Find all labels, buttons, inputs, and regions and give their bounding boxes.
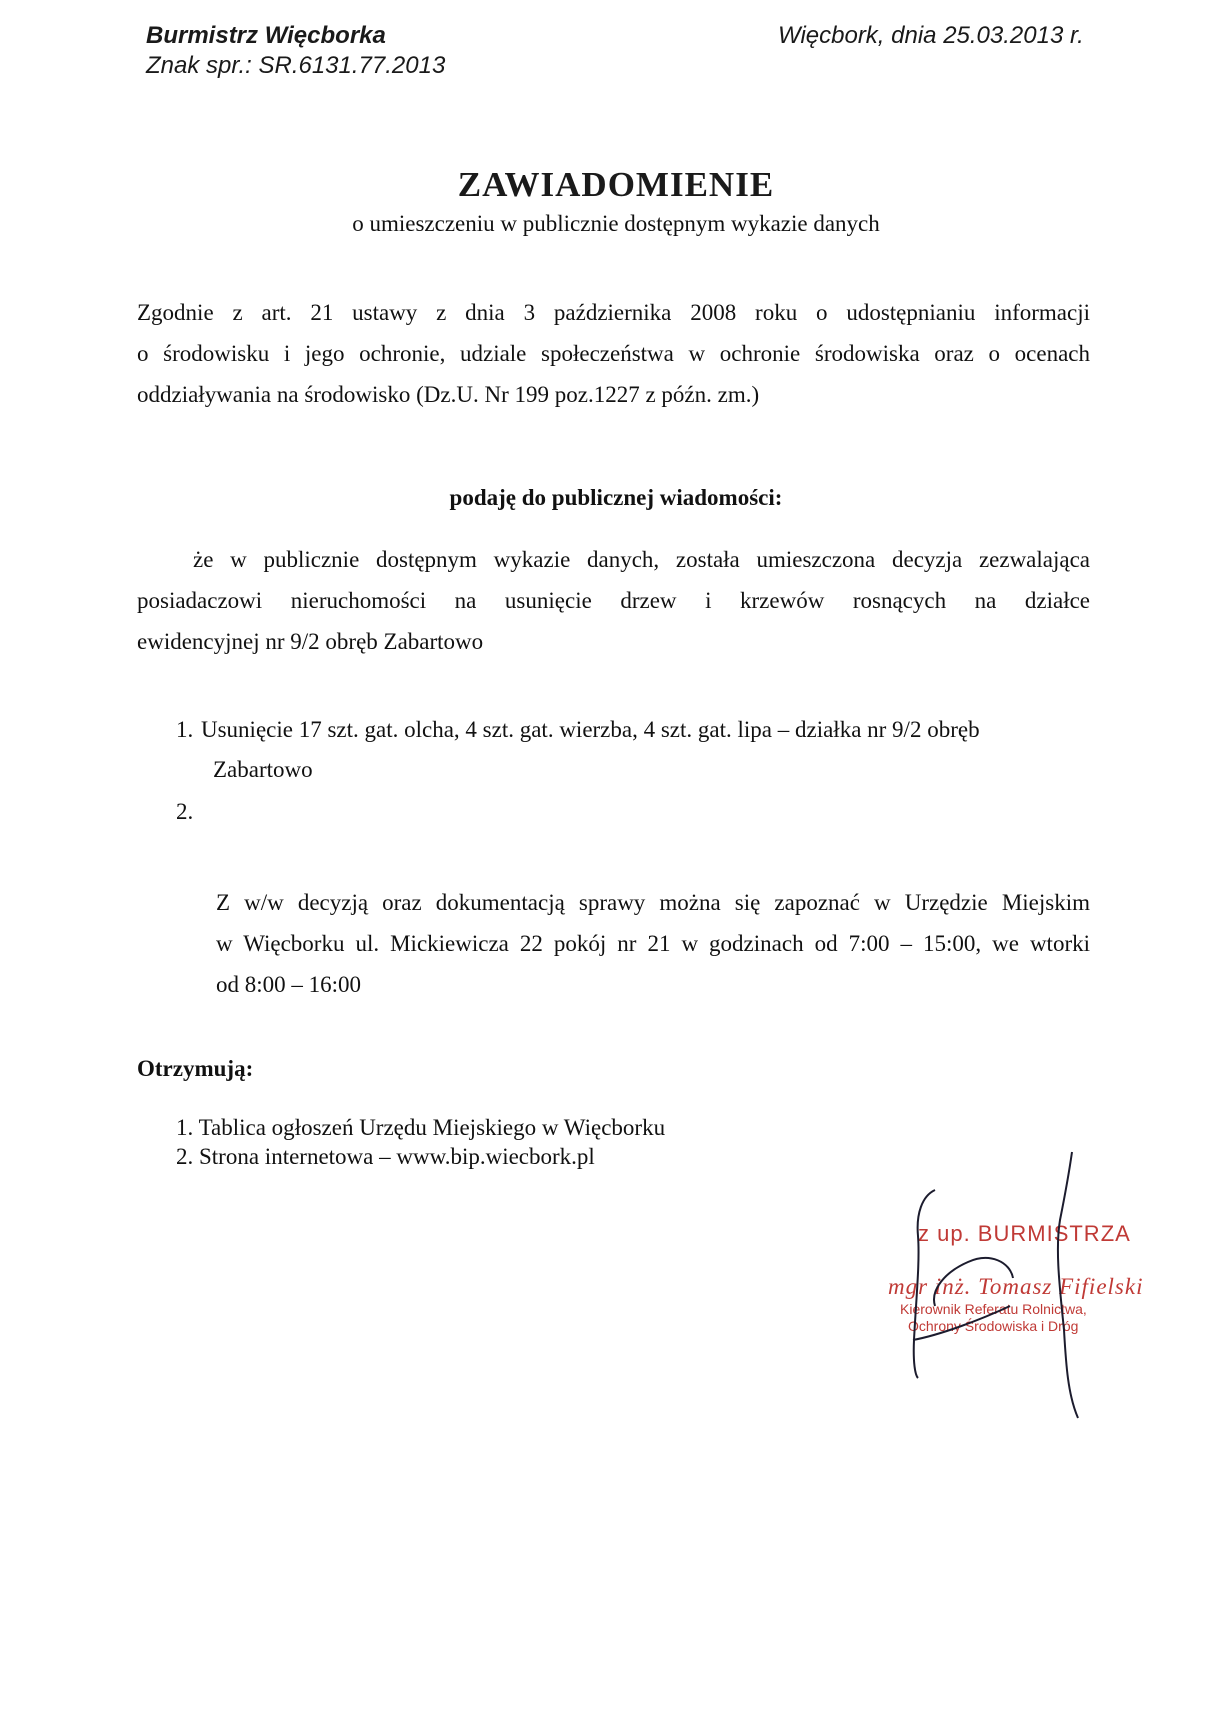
stamp-role: z up. BURMISTRZA bbox=[918, 1221, 1131, 1246]
intro-line: oddziaływania na środowisko (Dz.U. Nr 199 poz.1227 z późn. zm.) bbox=[137, 382, 760, 407]
info-line: w Więcborku ul. Mickiewicza 22 pokój nr 21 w godzinach od 7:00 – 15:00, we wtorki bbox=[216, 931, 1090, 956]
issuing-authority: Burmistrz Więcborka bbox=[146, 22, 386, 49]
info-paragraph bbox=[216, 882, 1090, 1005]
recipient-item: 1. Tablica ogłoszeń Urzędu Miejskiego w Więcborku bbox=[176, 1115, 666, 1140]
intro-line: Zgodnie z art. 21 ustawy z dnia 3 października 2008 roku o udostępnianiu informacji bbox=[137, 300, 1090, 325]
info-line: Z w/w decyzją oraz dokumentacją sprawy można się zapoznać w Urzędzie Miejskim bbox=[216, 890, 1090, 915]
case-reference: Znak spr.: SR.6131.77.2013 bbox=[146, 52, 446, 79]
recipient-item: 2. Strona internetowa – www.bip.wiecbork.pl bbox=[176, 1144, 595, 1169]
recipients-heading: Otrzymują: bbox=[137, 1056, 254, 1081]
intro-line: o środowisku i jego ochronie, udziale społeczeństwa w ochronie środowiska oraz o ocenach bbox=[137, 341, 1090, 366]
decision-line: że w publicznie dostępnym wykazie danych, została umieszczona decyzja zezwalająca bbox=[193, 547, 1090, 572]
item-number: 1. bbox=[176, 717, 194, 742]
info-line: od 8:00 – 16:00 bbox=[216, 972, 362, 997]
document-title: ZAWIADOMIENIE bbox=[457, 165, 775, 204]
stamp-position: Ochrony Środowiska i Dróg bbox=[908, 1318, 1079, 1334]
legal-basis-paragraph bbox=[137, 292, 1090, 415]
announcement-heading: podaję do publicznej wiadomości: bbox=[449, 485, 783, 510]
item-text: Usunięcie 17 szt. gat. olcha, 4 szt. gat. wierzba, 4 szt. gat. lipa – działka nr 9/2 obręb bbox=[201, 717, 980, 742]
stamp-position: Kierownik Referatu Rolnictwa, bbox=[900, 1301, 1087, 1317]
item-text-continued: Zabartowo bbox=[213, 757, 313, 782]
decision-line: ewidencyjnej nr 9/2 obręb Zabartowo bbox=[137, 629, 484, 654]
item-number: 2. bbox=[176, 799, 194, 824]
stamp-name: mgr inż. Tomasz Fifielski bbox=[888, 1274, 1144, 1299]
place-and-date: Więcbork, dnia 25.03.2013 r. bbox=[778, 22, 1084, 49]
decision-line: posiadaczowi nieruchomości na usunięcie drzew i krzewów rosnących na działce bbox=[137, 588, 1090, 613]
decision-paragraph bbox=[137, 539, 1090, 662]
document-subtitle: o umieszczeniu w publicznie dostępnym wykazie danych bbox=[352, 211, 880, 236]
